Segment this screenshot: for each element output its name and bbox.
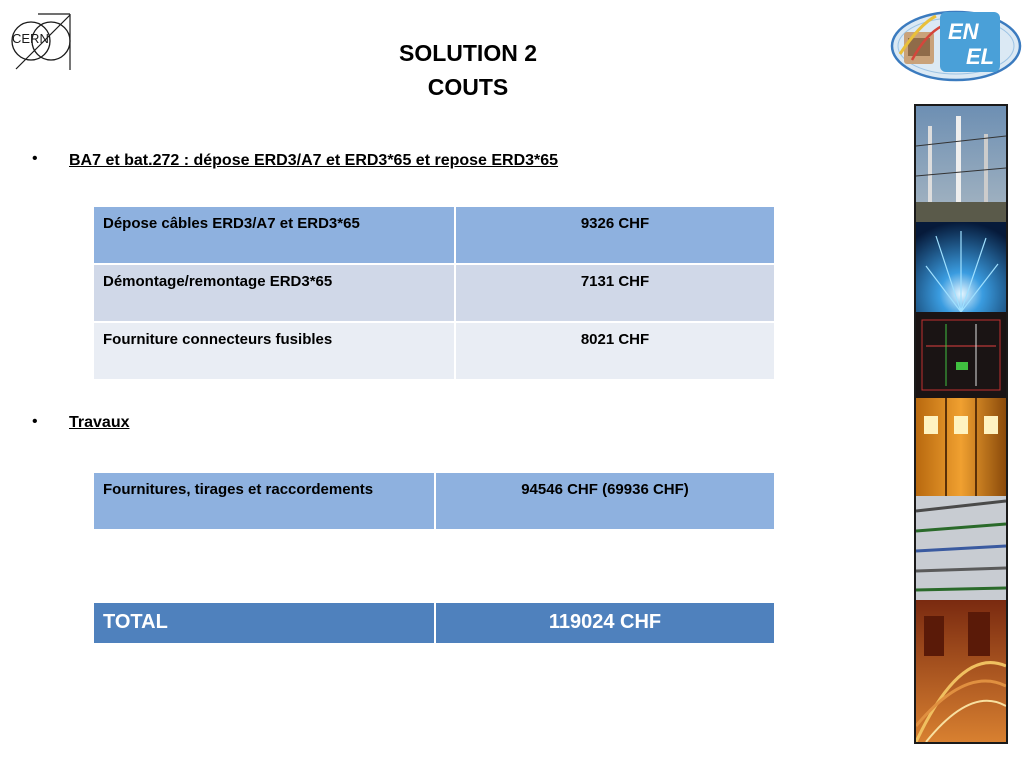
table-row <box>93 264 775 322</box>
switchgear-cabinets-photo <box>916 398 1006 496</box>
cost-amount: 8021 CHF <box>455 322 775 380</box>
en-el-logo-line-1: EN <box>948 19 979 44</box>
tunnel-photo <box>916 600 1006 742</box>
cern-logo-text: CERN <box>12 31 49 46</box>
cost-table-2 <box>92 471 776 531</box>
bullet-1: • <box>32 150 38 167</box>
section-1-heading: BA7 et bat.272 : dépose ERD3/A7 et ERD3*65 et repose ERD3*65 <box>69 152 559 169</box>
cable-racks-photo <box>916 496 1006 600</box>
control-panel-photo <box>916 312 1006 398</box>
cost-label: Fourniture connecteurs fusibles <box>93 322 455 380</box>
table-row <box>93 472 775 530</box>
cost-amount: 94546 CHF (69936 CHF) <box>435 472 775 530</box>
total-amount: 119024 CHF <box>435 602 775 644</box>
total-row <box>93 602 775 644</box>
title-line-1: SOLUTION 2 <box>398 40 537 66</box>
total-label: TOTAL <box>93 602 435 644</box>
cost-table-1 <box>92 205 776 381</box>
substation-photo <box>916 106 1006 222</box>
slide-title <box>300 36 636 104</box>
title-line-2: COUTS <box>427 74 509 100</box>
en-el-logo <box>890 4 1024 82</box>
photo-strip <box>914 104 1008 744</box>
cern-logo <box>8 12 74 72</box>
en-el-logo-line-2: EL <box>966 44 995 69</box>
section-2-heading: Travaux <box>69 414 130 431</box>
fiber-optics-photo <box>916 222 1006 312</box>
table-row <box>93 206 775 264</box>
cost-amount: 7131 CHF <box>455 264 775 322</box>
cost-label: Démontage/remontage ERD3*65 <box>93 264 455 322</box>
cost-label: Fournitures, tirages et raccordements <box>93 472 435 530</box>
table-row <box>93 322 775 380</box>
cost-label: Dépose câbles ERD3/A7 et ERD3*65 <box>93 206 455 264</box>
bullet-2: • <box>32 413 38 430</box>
cost-amount: 9326 CHF <box>455 206 775 264</box>
total-table <box>92 601 776 645</box>
